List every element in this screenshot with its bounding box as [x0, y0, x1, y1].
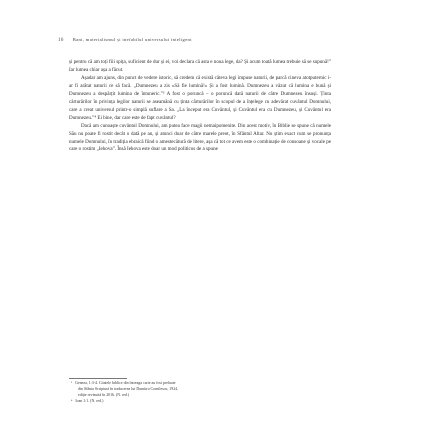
- footnote: [71, 381, 311, 398]
- footnote-mark: ³: [71, 381, 73, 385]
- footnotes: [71, 381, 311, 405]
- footnote: [71, 399, 311, 405]
- footnote-divider: [69, 378, 127, 379]
- page-number: 16: [58, 38, 64, 43]
- running-title: Bani, materialismul și inefabilul universului inteligent: [72, 37, 192, 42]
- footnote-text: Geneza, 1:3-4. Citatele biblice din întreaga carte au fost preluate: [75, 381, 176, 385]
- footnote-text: Ioan 1:1. (N. red.): [75, 398, 104, 403]
- paragraph: și pentru că am toți fiii spița, suficient de dur și ei, voi declara că asta e noua lege, da? Și acum toată lumea trebuie să se supună!” Iar lumea chiar așa a făcut.: [69, 59, 331, 73]
- running-header: [58, 37, 388, 43]
- paragraph: Dacă am cunoaște cuvântul Domnului, am putea face magii nemaipomenite. Din acest motiv, în Biblie se spune că numele Său nu poate fi rostit decât o dată pe an, și atunci doar de către marele preot, în Sfântul Altar. Nu știm exact cum se pronunța numele Domnului, în tradiția ebraică fiind o amestecătură de litere, așa că tot ce avem este o combinație de consoane și vocale pe care o rostim „Iehova”. Însă Iehova este doar un mod politicos de a spune: [69, 122, 331, 153]
- paragraph: Așadar am ajuns, din punct de vedere istoric, să credem că există câteva legi impuse naturii, de parcă cineva atotputernic i-ar fi arătat naturii ce să facă. „Dumnezeu a zis «Să fie lumină!» Și a fost lumină. Dumnezeu a văzut că lumina e bună și Dumnezeu a despărțit lumina de întuneric.”³ A fost o poruncă – o poruncă dată naturii de către Dumnezeu însuși. Ținta cărturărilor în privința legilor naturii se aseamănă cu ținta cărturărilor în scopul de a înțelege cu adevărat cuvântul Domnului, care a creat universul printr-o simplă suflare a Sa. „La început era Cuvântul, și Cuvântul era cu Dumnezeu, și Cuvântul era Dumnezeu.”⁴ Ei bine, dar care este de fapt cuvântul?: [69, 74, 331, 121]
- footnote-mark: ⁴: [71, 398, 73, 403]
- footnote-text: din Sfânta Scriptură în traducerea lui Dumitru Cornilescu, 1924,: [78, 386, 179, 391]
- body-text: [69, 59, 331, 154]
- footnote-text: ediție revizuită în 2016. (N. red.): [78, 392, 130, 397]
